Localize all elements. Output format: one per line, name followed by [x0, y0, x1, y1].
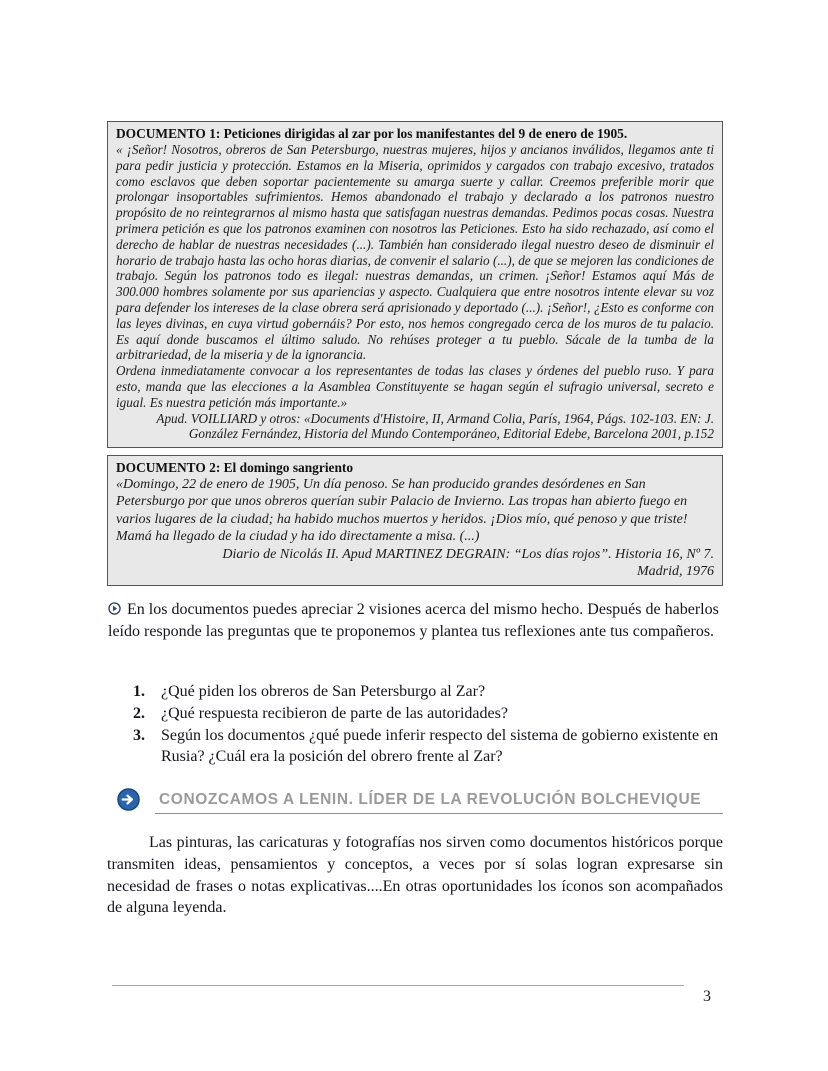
question-item-1 — [133, 681, 729, 703]
page-number: 3 — [703, 988, 711, 1005]
document-2-citation-line-1: Diario de Nicolás II. Apud MARTINEZ DEGRAIN: “Los días rojos”. Historia 16, Nº 7. — [222, 546, 714, 562]
question-item-2 — [133, 703, 729, 725]
body-paragraph: Las pinturas, las caricaturas y fotografías nos sirven como documentos históricos porque transmiten ideas, pensamientos y conceptos, a veces por sí solas logran expresarse sin necesidad de frases o notas explicativas....En otras oportunidades los íconos son acompañados de alguna leyenda. — [107, 834, 723, 917]
document-2-body: «Domingo, 22 de enero de 1905, Un día penoso. Se han producido grandes desórdenes en San Petersburgo por que unos obreros querían subir Palacio de Invierno. Las tropas han abierto fuego en varios lugares de la ciudad; ha habido muchos muertos y heridos. ¡Dios mío, qué penoso y que triste! Mamá ha llegado de la ciudad y ha ido directamente a misa. (...) — [116, 477, 688, 545]
question-text: ¿Qué piden los obreros de San Petersburgo al Zar? — [161, 683, 486, 700]
question-number: 2. — [133, 704, 145, 722]
document-1-title: DOCUMENTO 1: Peticiones dirigidas al zar por los manifestantes del 9 de enero de 1905. — [116, 126, 628, 141]
footer-divider — [112, 985, 684, 986]
instructions-text: En los documentos puedes apreciar 2 visiones acerca del mismo hecho. Después de haberlos leído responde las preguntas que te proponemos y plantea tus reflexiones ante tus compañeros. — [108, 601, 719, 640]
question-text: Según los documentos ¿qué puede inferir respecto del sistema de gobierno existente en Rusia? ¿Cuál era la posición del obrero frente al Zar? — [161, 726, 719, 766]
document-1-citation-line-2: González Fernández, Historia del Mundo Contemporáneo, Editorial Edebe, Barcelona 2001, p.152 — [188, 426, 714, 442]
document-2-title: DOCUMENTO 2: El domingo sangriento — [116, 460, 354, 475]
document-1-body-paragraph-2: Ordena inmediatamente convocar a los representantes de todas las clases y órdenes del pueblo ruso. Y para esto, manda que las elecciones a la Asamblea Constituyente se hagan según el sufragio universal, secreto e igual. Es nuestra petición más importante.» — [116, 363, 714, 410]
document-1-body-paragraph-1: « ¡Señor! Nosotros, obreros de San Petersburgo, nuestras mujeres, hijos y ancianos inválidos, llegamos ante ti para pedir justicia y protección. Estamos en la Miseria, oprimidos y cargados con trabajo excesivo, tratados como esclavos que deben soportar pacientemente su amarga suerte y callar. Creemos preferible morir que prolongar insoportables sufrimientos. Hemos abandonado el trabajo y declarado a los patronos nuestro propósito de no reintegrarnos al mismo hasta que satisfagan nuestras demandas. Pedimos pocas cosas. Nuestra primera petición es que los patronos examinen con nosotros las Peticiones. Esto ha sido rechazado, así como el derecho de hablar de nuestras necesidades (...). También han considerado ilegal nuestro deseo de disminuir el horario de trabajo hasta las ocho horas diarias, de convenir el salario (...), de que se mejoren las condiciones de trabajo. Según los patronos todo es ilegal: nuestras demandas, un crimen. ¡Señor! Estamos aquí Más de 300.000 hombres solamente por sus apariencias y aspecto. Cualquiera que entre nosotros intente elevar su voz para defender los intereses de la clase obrera será aprisionado y deportado (...). ¡Señor!, ¿Esto es conforme con las leyes divinas, en cuya virtud gobernáis? Por esto, nos hemos congregado cerca de los muros de tu palacio. Es aquí donde buscamos el último saludo. No rehúses proteger a tu pueblo. Sácale de la tumba de la arbitrariedad, de la miseria y de la ignorancia. — [116, 142, 715, 363]
instructions-block — [108, 599, 720, 642]
question-text: ¿Qué respuesta recibieron de parte de las autoridades? — [161, 704, 508, 722]
document-1-box — [107, 121, 723, 448]
document-2-box — [107, 455, 723, 586]
document-2-citation-line-2: Madrid, 1976 — [637, 564, 714, 580]
question-number: 1. — [133, 683, 145, 700]
question-number: 3. — [133, 726, 145, 744]
question-item-3 — [133, 725, 729, 769]
section-header — [117, 786, 723, 816]
play-bullet-icon — [108, 602, 121, 615]
arrow-circle-icon — [117, 788, 140, 811]
section-title: CONOZCAMOS A LENIN. LÍDER DE LA REVOLUCIÓN BOLCHEVIQUE — [159, 791, 702, 808]
question-list — [133, 681, 729, 768]
document-1-citation-line-1: Apud. VOILLIARD y otros: «Documents d'Histoire, II, Armand Colia, París, 1964, Págs. 102-103. EN: J. — [156, 410, 714, 426]
section-underline — [155, 813, 723, 814]
